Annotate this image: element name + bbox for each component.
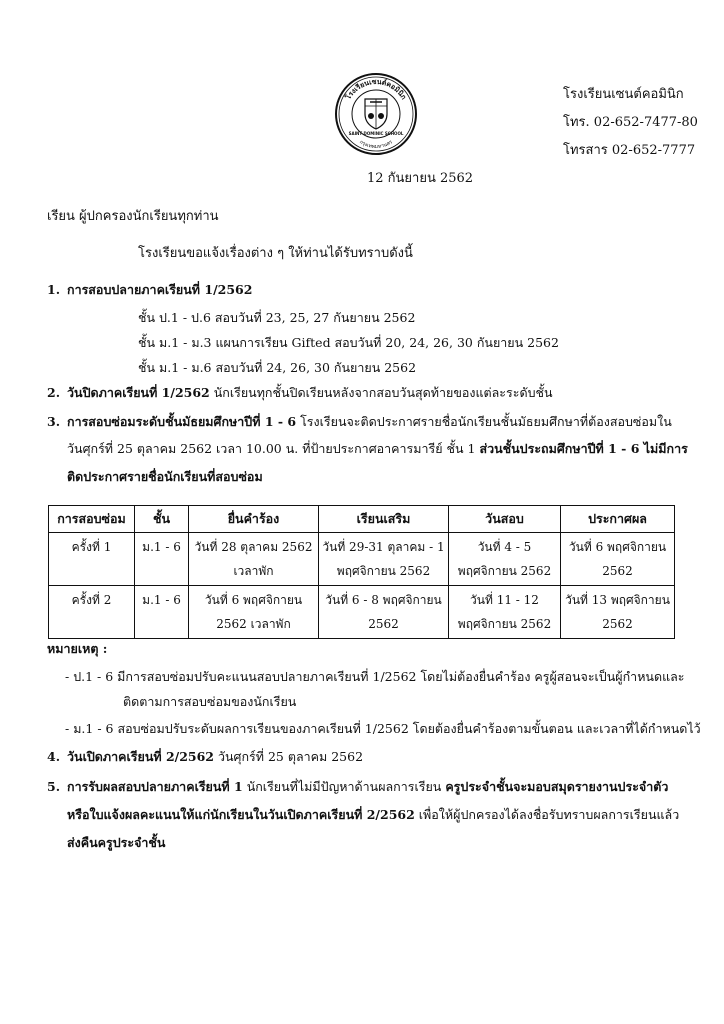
item-5-number: 5. xyxy=(47,779,61,794)
phone-number: โทร. 02-652-7477-80 xyxy=(563,115,698,130)
table-header: เรียนเสริม xyxy=(319,506,449,533)
item-5-text-2-bold: หรือใบแจ้งผลคะแนนให้แก่นักเรียนในวันเปิดภาคเรียนที่ 2/2562 xyxy=(67,807,415,822)
table-cell: ม.1 - 6 xyxy=(135,533,189,586)
table-row xyxy=(49,533,675,586)
table-header: ยื่นคำร้อง xyxy=(189,506,319,533)
table-row xyxy=(49,586,675,639)
table-cell: วันที่ 28 ตุลาคม 2562 เวลาพัก xyxy=(189,533,319,586)
salutation: เรียน ผู้ปกครองนักเรียนทุกท่าน xyxy=(47,209,219,224)
item-3-text-2: วันศุกร์ที่ 25 ตุลาคม 2562 เวลา 10.00 น. ที่ป้ายประกาศอาคารมารีย์ ชั้น 1 xyxy=(67,441,480,456)
table-header-row xyxy=(49,506,675,533)
table-cell: ม.1 - 6 xyxy=(135,586,189,639)
item-5-line xyxy=(67,780,668,794)
item-3-title: การสอบซ่อมระดับชั้นมัธยมศึกษาปีที่ 1 - 6 xyxy=(67,414,297,429)
svg-text:โรงเรียนเซนต์คอมินิก: โรงเรียนเซนต์คอมินิก xyxy=(344,77,408,102)
item-4-title: วันเปิดภาคเรียนที่ 2/2562 xyxy=(67,749,215,764)
item-5-text-bold: ครูประจำชั้นจะมอบสมุดรายงานประจำตัว xyxy=(445,779,669,794)
item-5-line xyxy=(67,808,679,822)
item-3-line xyxy=(67,415,672,429)
item-4-text: วันศุกร์ที่ 25 ตุลาคม 2562 xyxy=(214,749,364,764)
table-cell: ครั้งที่ 1 xyxy=(49,533,135,586)
svg-text:SAINT DOMINIC SCHOOL: SAINT DOMINIC SCHOOL xyxy=(348,131,404,136)
note-line: ติดตามการสอบซ่อมของนักเรียน xyxy=(123,694,297,709)
table-header: วันสอบ xyxy=(449,506,561,533)
item-3-number: 3. xyxy=(47,414,61,429)
item-3-text: โรงเรียนจะติดประกาศรายชื่อนักเรียนชั้นมัธยมศึกษาที่ต้องสอบซ่อมใน xyxy=(296,414,672,429)
table-cell: วันที่ 4 - 5 พฤศจิกายน 2562 xyxy=(449,533,561,586)
school-seal-logo xyxy=(334,72,418,156)
item-3-text-3: ติดประกาศรายชื่อนักเรียนที่สอบซ่อม xyxy=(67,469,263,484)
note-line: - ม.1 - 6 สอบซ่อมปรับระดับผลการเรียนของภาคเรียนที่ 1/2562 โดยต้องยื่นคำร้องตามขั้นตอน และเวลาที่ได้กำหนดไว้ xyxy=(65,721,701,736)
item-4-line xyxy=(67,750,363,764)
letter-date: 12 กันยายน 2562 xyxy=(367,171,474,186)
item-2-line xyxy=(67,386,553,400)
table-cell: วันที่ 6 - 8 พฤศจิกายน 2562 xyxy=(319,586,449,639)
notes-title: หมายเหตุ : xyxy=(47,641,108,656)
table-cell: วันที่ 6 พฤศจิกายน 2562 เวลาพัก xyxy=(189,586,319,639)
item-2-number: 2. xyxy=(47,385,61,400)
item-1-number: 1. xyxy=(47,282,61,297)
item-3-text-2-bold: ส่วนชั้นประถมศึกษาปีที่ 1 - 6 ไม่มีการ xyxy=(479,441,688,456)
intro-text: โรงเรียนขอแจ้งเรื่องต่าง ๆ ให้ท่านได้รับทราบดังนี้ xyxy=(138,246,413,261)
school-name: โรงเรียนเซนต์คอมินิก xyxy=(563,87,684,102)
table-header: ชั้น xyxy=(135,506,189,533)
table-cell: วันที่ 29-31 ตุลาคม - 1 พฤศจิกายน 2562 xyxy=(319,533,449,586)
item-1-row: ชั้น ม.1 - ม.3 แผนการเรียน Gifted สอบวันที่ 20, 24, 26, 30 กันยายน 2562 xyxy=(138,335,559,350)
table-cell: วันที่ 11 - 12 พฤศจิกายน 2562 xyxy=(449,586,561,639)
table-cell: ครั้งที่ 2 xyxy=(49,586,135,639)
item-1-row: ชั้น ป.1 - ป.6 สอบวันที่ 23, 25, 27 กันยายน 2562 xyxy=(138,310,416,325)
item-1-title: การสอบปลายภาคเรียนที่ 1/2562 xyxy=(67,282,253,297)
table-cell: วันที่ 13 พฤศจิกายน 2562 xyxy=(561,586,675,639)
item-5-text: นักเรียนที่ไม่มีปัญหาด้านผลการเรียน xyxy=(242,779,446,794)
item-2-title: วันปิดภาคเรียนที่ 1/2562 xyxy=(67,385,210,400)
table-header: ประกาศผล xyxy=(561,506,675,533)
item-5-title: การรับผลสอบปลายภาคเรียนที่ 1 xyxy=(67,779,243,794)
item-3-line xyxy=(67,442,688,456)
item-5-text-2: เพื่อให้ผู้ปกครองได้ลงชื่อรับทราบผลการเรียนแล้ว xyxy=(414,807,680,822)
item-2-text: นักเรียนทุกชั้นปิดเรียนหลังจากสอบวันสุดท้ายของแต่ละระดับชั้น xyxy=(209,385,553,400)
fax-number: โทรสาร 02-652-7777 xyxy=(563,143,696,158)
table-cell: วันที่ 6 พฤศจิกายน 2562 xyxy=(561,533,675,586)
table-header: การสอบซ่อม xyxy=(49,506,135,533)
makeup-exam-table xyxy=(48,505,675,639)
svg-text:กรุงเทพมหานคร: กรุงเทพมหานคร xyxy=(358,139,394,151)
item-4-number: 4. xyxy=(47,749,61,764)
note-line: - ป.1 - 6 มีการสอบซ่อมปรับคะแนนสอบปลายภาคเรียนที่ 1/2562 โดยไม่ต้องยื่นคำร้อง ครูผู้สอนจะเป็นผู้กำหนดและ xyxy=(65,669,685,684)
item-5-text-3: ส่งคืนครูประจำชั้น xyxy=(67,835,166,850)
item-1-row: ชั้น ม.1 - ม.6 สอบวันที่ 24, 26, 30 กันยายน 2562 xyxy=(138,360,417,375)
